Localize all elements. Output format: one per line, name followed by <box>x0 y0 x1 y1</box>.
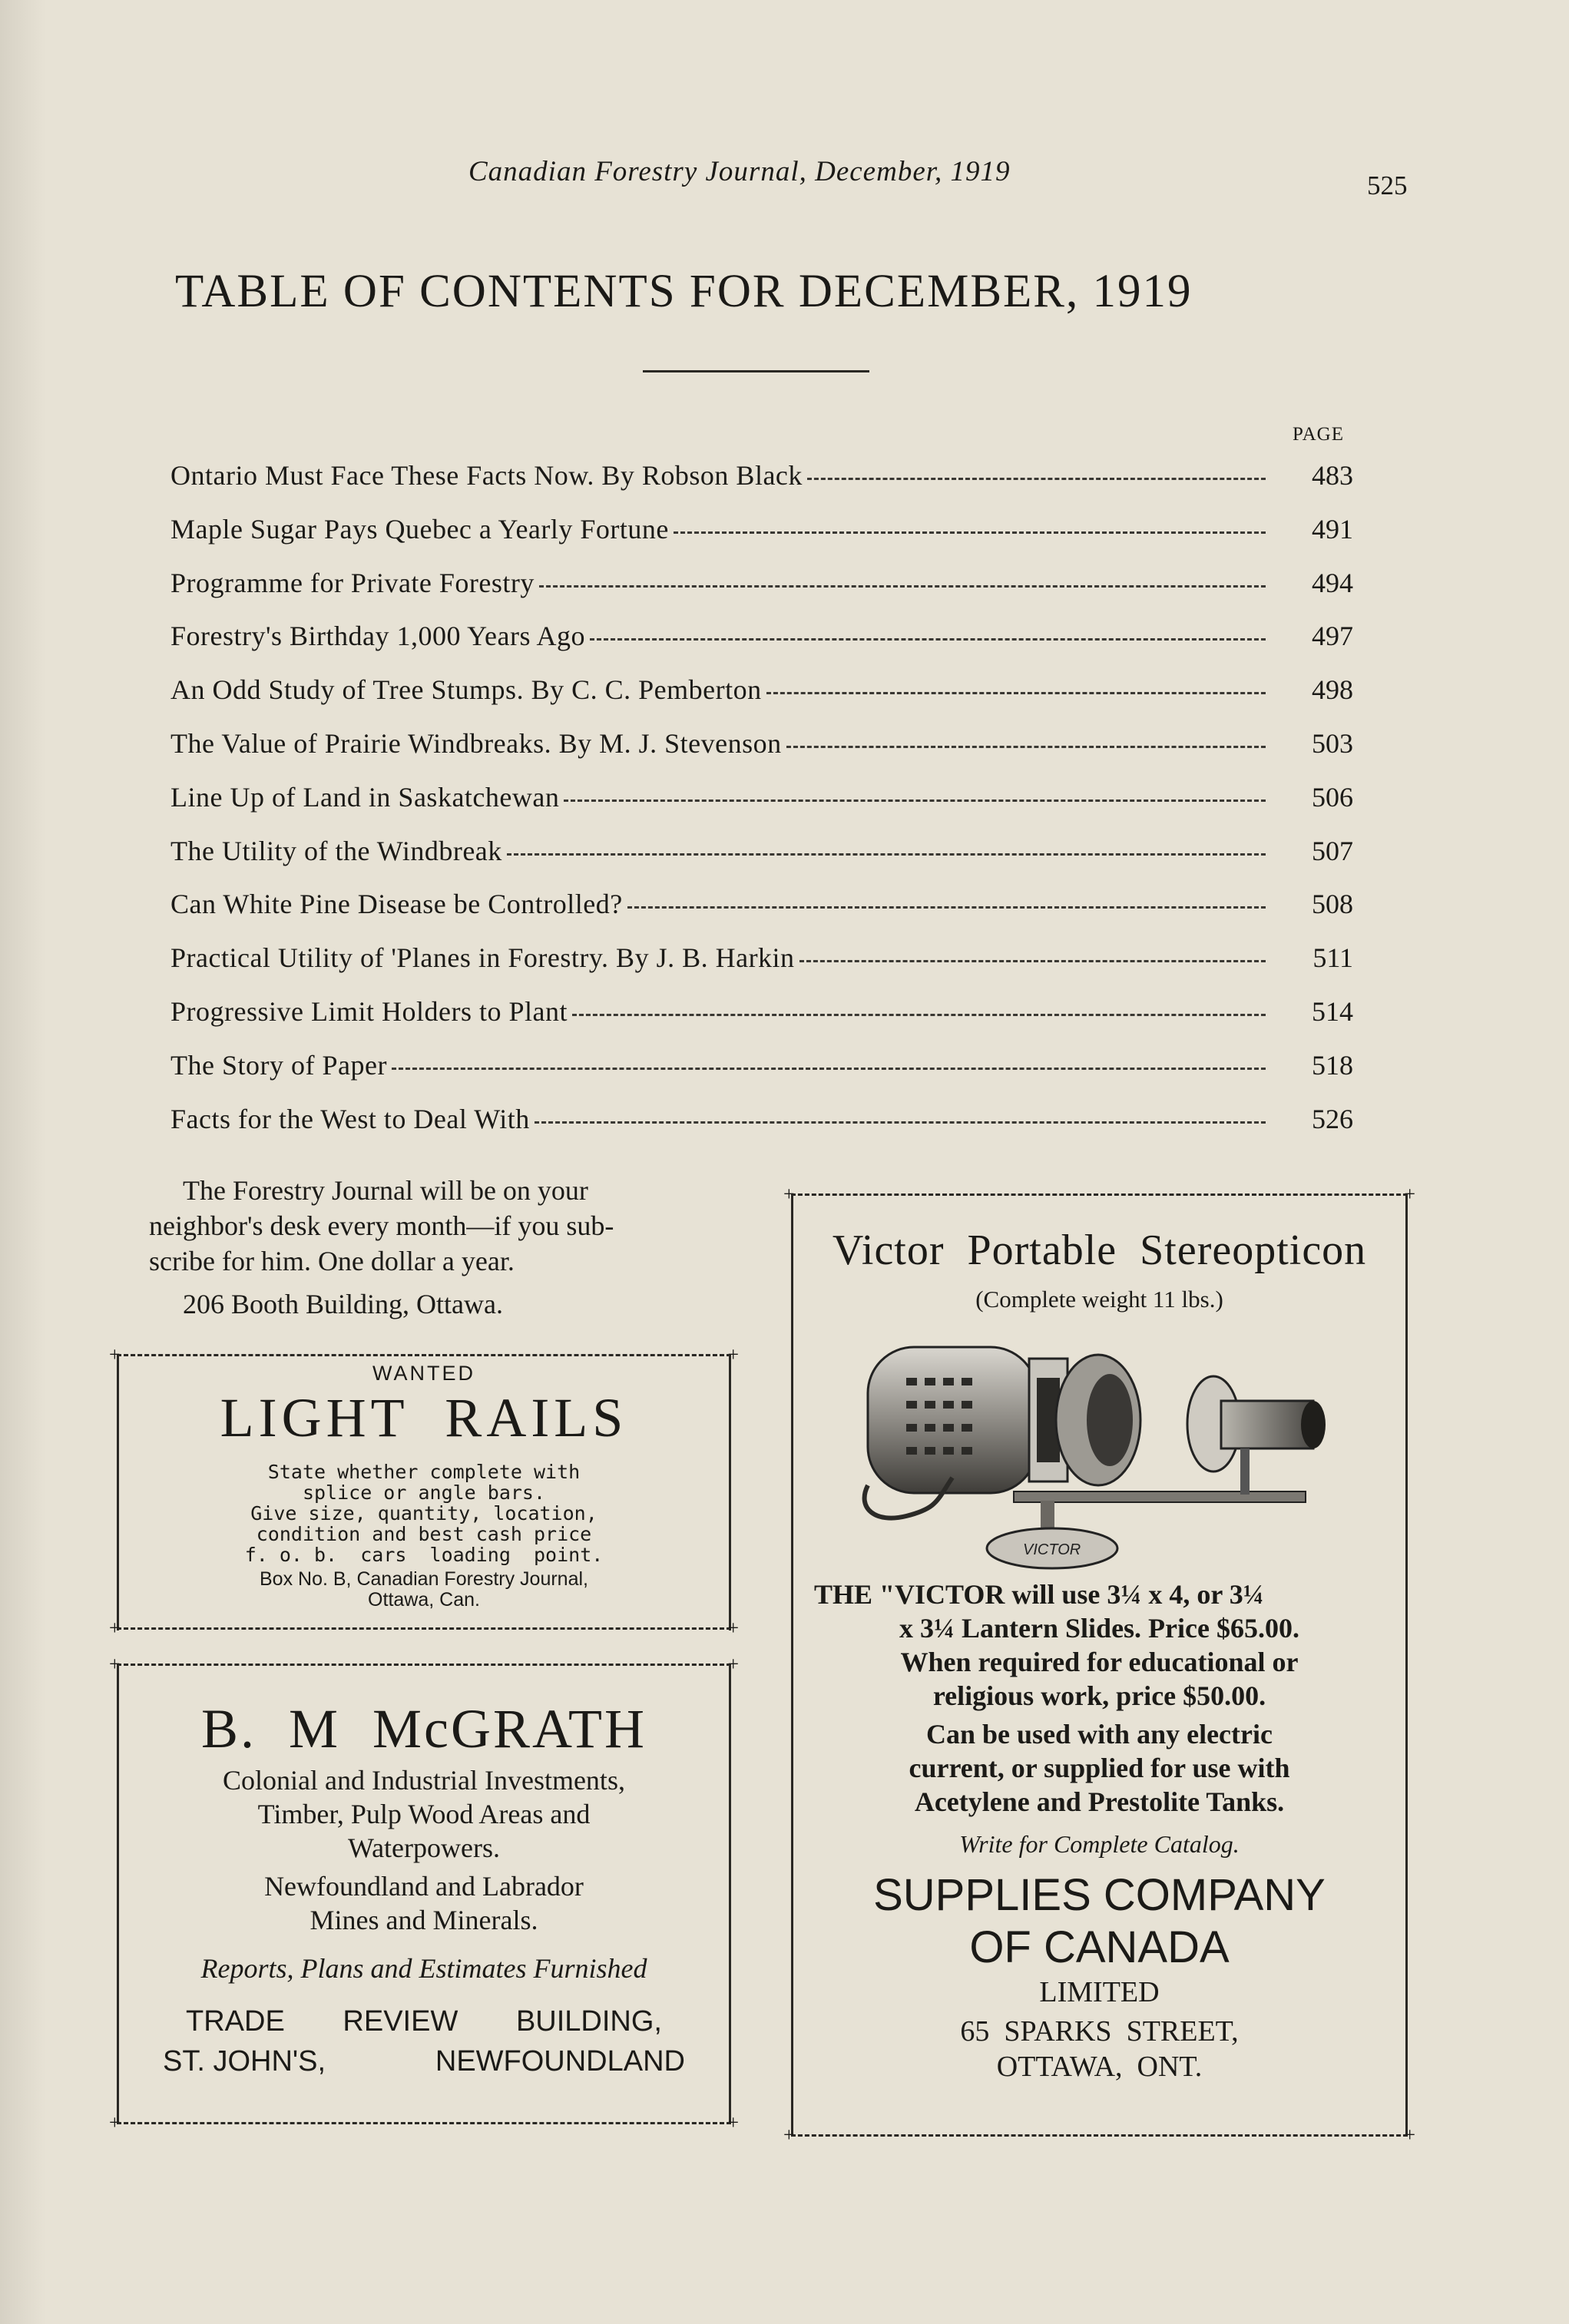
dot-leader <box>572 1013 1266 1016</box>
page-number: 525 <box>1367 170 1408 200</box>
ad-border-bottom <box>791 2134 1408 2137</box>
toc-entry-title: The Value of Prairie Windbreaks. By M. J. Stevenson <box>170 727 782 759</box>
address-line: 65 SPARKS STREET, <box>960 2015 1239 2048</box>
victor-copy-line: Acetylene and Prestolite Tanks. <box>914 1786 1285 1817</box>
victor-copy-line: THE "VICTOR will use 3¼ x 4, or 3¼ <box>814 1579 1264 1610</box>
toc-entry-title: Progressive Limit Holders to Plant <box>170 995 568 1027</box>
rails-line: condition and best cash price <box>256 1523 592 1545</box>
toc-entry-title: Programme for Private Forestry <box>170 567 535 598</box>
mcgrath-line: Timber, Pulp Wood Areas and <box>257 1799 591 1829</box>
dot-leader <box>507 852 1266 856</box>
corner-ornament: + <box>727 1653 739 1675</box>
page-edge-shadow <box>0 0 46 2324</box>
toc-title: TABLE OF CONTENTS FOR DECEMBER, 1919 <box>175 266 1193 317</box>
victor-limited: LIMITED <box>1039 1976 1160 2008</box>
rails-body <box>117 1462 731 1565</box>
running-head: Canadian Forestry Journal, December, 1919 <box>468 156 1011 187</box>
mcgrath-line: Colonial and Industrial Investments, <box>223 1765 625 1796</box>
address-word: BUILDING, <box>515 2005 662 2038</box>
lantern-label: VICTOR <box>1023 1541 1081 1558</box>
victor-copy-line: current, or supplied for use with <box>909 1753 1290 1783</box>
toc-entry-title: An Odd Study of Tree Stumps. By C. C. Pemberton <box>170 674 762 706</box>
ad-mcgrath <box>109 1653 739 2134</box>
toc-entry-page: 498 <box>1312 674 1353 706</box>
toc-list <box>170 459 1353 1156</box>
stereopticon-illustration <box>852 1324 1359 1577</box>
address-word: NEWFOUNDLAND <box>435 2045 685 2077</box>
corner-ornament: + <box>783 1183 795 1205</box>
toc-entry <box>170 674 1353 727</box>
victor-copy-line: Can be used with any electric <box>926 1719 1273 1750</box>
dot-leader <box>392 1067 1266 1070</box>
toc-entry <box>170 995 1353 1049</box>
corner-ornament: + <box>783 2124 795 2146</box>
dot-leader <box>807 477 1266 480</box>
toc-entry-page: 511 <box>1312 942 1353 974</box>
ad-border-top <box>117 1664 731 1666</box>
toc-entry-title: Line Up of Land in Saskatchewan <box>170 781 560 813</box>
mcgrath-body <box>117 1763 731 1937</box>
address-row <box>163 2041 685 2081</box>
toc-entry-page: 514 <box>1312 995 1353 1027</box>
toc-entry-page: 526 <box>1312 1103 1353 1134</box>
victor-copy-line: religious work, price $50.00. <box>932 1680 1266 1711</box>
address-word: REVIEW <box>343 2005 458 2038</box>
rails-box-line: Ottawa, Can. <box>368 1589 480 1611</box>
dot-leader <box>786 745 1266 748</box>
toc-entry-page: 518 <box>1312 1049 1353 1081</box>
toc-entry-title: Facts for the West to Deal With <box>170 1103 530 1134</box>
subscription-line: neighbor's desk every month—if you sub- <box>149 1210 614 1241</box>
corner-ornament: + <box>109 2111 121 2134</box>
toc-entry <box>170 1049 1353 1103</box>
toc-entry-page: 494 <box>1312 567 1353 598</box>
dot-leader <box>674 531 1266 534</box>
toc-entry-title: The Story of Paper <box>170 1049 387 1081</box>
corner-ornament: + <box>727 1343 739 1366</box>
ad-light-rails <box>109 1343 739 1639</box>
victor-address <box>791 2014 1408 2084</box>
dot-leader <box>564 799 1266 802</box>
toc-entry-title: Forestry's Birthday 1,000 Years Ago <box>170 621 585 652</box>
toc-entry <box>170 567 1353 621</box>
corner-ornament: + <box>1404 1183 1415 1205</box>
subscription-line: The Forestry Journal will be on your <box>183 1175 588 1206</box>
victor-copy <box>799 1577 1400 1819</box>
toc-entry-page: 497 <box>1312 621 1353 652</box>
dot-leader <box>799 959 1266 962</box>
toc-entry <box>170 942 1353 995</box>
rails-box-line: Box No. B, Canadian Forestry Journal, <box>260 1568 588 1590</box>
toc-entry-title: Maple Sugar Pays Quebec a Yearly Fortune <box>170 513 669 545</box>
toc-entry-title: The Utility of the Windbreak <box>170 835 502 866</box>
toc-entry <box>170 620 1353 674</box>
corner-ornament: + <box>1404 2124 1415 2146</box>
company-line: SUPPLIES COMPANY <box>873 1870 1326 1920</box>
mcgrath-line: Newfoundland and Labrador <box>264 1871 584 1902</box>
toc-entry <box>170 781 1353 835</box>
victor-company <box>791 1869 1408 1974</box>
toc-entry-page: 503 <box>1312 727 1353 759</box>
address-word: TRADE <box>186 2005 285 2038</box>
toc-entry <box>170 513 1353 567</box>
corner-ornament: + <box>109 1343 121 1366</box>
victor-copy-line: x 3¼ Lantern Slides. Price $65.00. <box>899 1613 1299 1644</box>
toc-entry <box>170 459 1353 513</box>
address-row <box>163 2001 685 2041</box>
dot-leader <box>539 584 1266 588</box>
toc-entry-page: 506 <box>1312 781 1353 813</box>
dot-leader <box>766 691 1266 694</box>
rails-line: f. o. b. cars loading point. <box>244 1544 604 1566</box>
subscription-note <box>149 1173 717 1279</box>
mcgrath-address <box>163 2001 685 2081</box>
rails-heading: LIGHT RAILS <box>220 1387 628 1448</box>
toc-entry <box>170 727 1353 781</box>
victor-catalog: Write for Complete Catalog. <box>959 1830 1240 1858</box>
title-rule <box>643 370 869 372</box>
rails-box-address <box>117 1569 731 1611</box>
rails-line: Give size, quantity, location, <box>250 1502 597 1525</box>
toc-entry-page: 507 <box>1312 835 1353 866</box>
ad-victor-stereopticon <box>783 1183 1415 2146</box>
company-line: OF CANADA <box>969 1922 1230 1972</box>
toc-entry-page: 508 <box>1312 889 1353 920</box>
subscription-address: 206 Booth Building, Ottawa. <box>183 1289 503 1319</box>
address-line: OTTAWA, ONT. <box>996 2051 1203 2083</box>
toc-entry <box>170 888 1353 942</box>
mcgrath-heading: B. M McGRATH <box>200 1698 647 1760</box>
mcgrath-line: Mines and Minerals. <box>309 1905 538 1935</box>
toc-entry-title: Ontario Must Face These Facts Now. By Robson Black <box>170 460 803 491</box>
dot-leader <box>535 1121 1266 1124</box>
corner-ornament: + <box>727 2111 739 2134</box>
rails-line: State whether complete with <box>267 1461 581 1483</box>
mcgrath-line: Waterpowers. <box>347 1832 501 1863</box>
rails-line: splice or angle bars. <box>302 1481 546 1504</box>
ad-border-top <box>791 1193 1408 1196</box>
toc-entry-page: 483 <box>1312 460 1353 491</box>
dot-leader <box>627 905 1266 909</box>
mcgrath-services: Reports, Plans and Estimates Furnished <box>200 1953 647 1984</box>
toc-entry-title: Practical Utility of 'Planes in Forestry. By J. B. Harkin <box>170 942 795 974</box>
subscription-line: scribe for him. One dollar a year. <box>149 1246 515 1276</box>
toc-entry <box>170 1103 1353 1157</box>
ad-border-bottom <box>117 1627 731 1630</box>
victor-copy-line: When required for educational or <box>900 1647 1299 1677</box>
rails-wanted: WANTED <box>372 1362 475 1385</box>
page-column-label: PAGE <box>1293 424 1344 445</box>
victor-heading: Victor Portable Stereopticon <box>832 1227 1367 1274</box>
dot-leader <box>590 637 1266 641</box>
toc-entry-title: Can White Pine Disease be Controlled? <box>170 889 623 920</box>
ad-border-top <box>117 1354 731 1356</box>
ad-border-bottom <box>117 2122 731 2124</box>
corner-ornament: + <box>727 1617 739 1639</box>
corner-ornament: + <box>109 1653 121 1675</box>
address-word: ST. JOHN'S, <box>163 2045 326 2077</box>
toc-entry <box>170 835 1353 889</box>
toc-entry-page: 491 <box>1312 513 1353 545</box>
corner-ornament: + <box>109 1617 121 1639</box>
victor-weight: (Complete weight 11 lbs.) <box>975 1286 1223 1313</box>
